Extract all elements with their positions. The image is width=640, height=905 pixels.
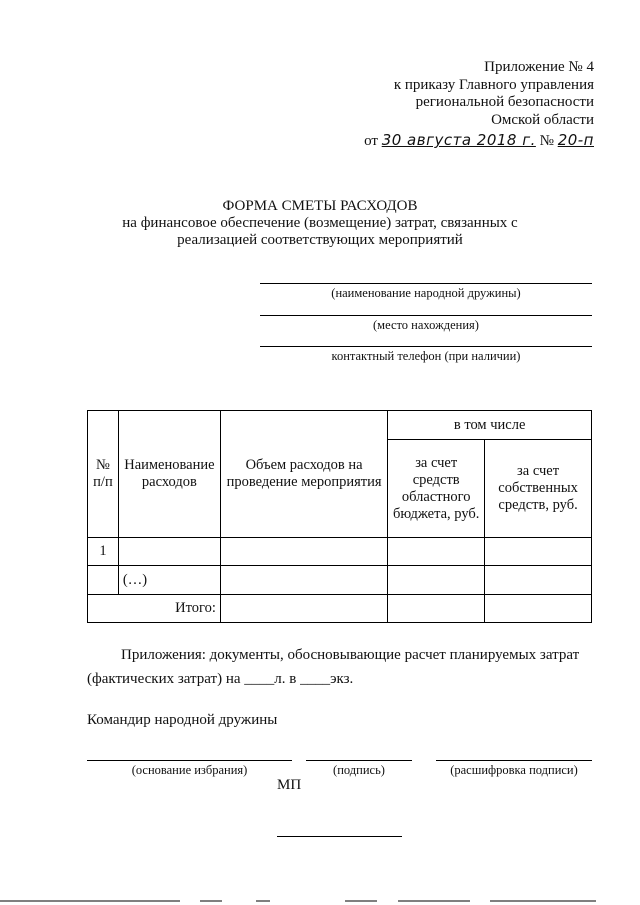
col-header-own: за счет собственных средств, руб.: [485, 440, 592, 538]
date-prefix: от: [364, 133, 378, 149]
signature-line: [306, 760, 412, 761]
appendix-region: Омской области: [491, 111, 594, 128]
col-header-name: Наименование расходов: [118, 411, 220, 538]
row1-volume: [220, 538, 387, 566]
form-subtitle-2: реализацией соответствующих мероприятий: [177, 232, 463, 248]
appendix-number: Приложение № 4: [484, 59, 594, 75]
decoding-line: [436, 760, 592, 761]
basis-line: [87, 760, 292, 761]
total-own: [485, 595, 592, 623]
phone-line: [260, 346, 592, 347]
form-heading: ФОРМА СМЕТЫ РАСХОДОВ: [222, 198, 418, 214]
date-value: 30 августа 2018 г.: [381, 131, 536, 149]
col-header-regional: за счет средств областного бюджета, руб.: [388, 440, 485, 538]
attachments-line-2: (фактических затрат) на ____л. в ____экз.: [87, 671, 354, 687]
commander-title: Командир народной дружины: [87, 712, 278, 728]
table-total-row: [88, 595, 592, 623]
appendix-dept: региональной безопасности: [415, 94, 594, 110]
total-label: Итого:: [88, 595, 221, 623]
basis-caption: (основание избрания): [131, 763, 248, 777]
col-header-including: в том числе: [388, 411, 592, 440]
appendix-order-ref: к приказу Главного управления: [393, 76, 594, 93]
appendix-header: [294, 59, 594, 151]
row1-num: 1: [88, 538, 119, 566]
row1-name: [118, 538, 220, 566]
table-row: [88, 538, 592, 566]
druzhina-name-line: [260, 283, 592, 284]
location-caption: (место нахождения): [373, 318, 479, 332]
appendix-date-line: [294, 132, 594, 151]
row1-own: [485, 538, 592, 566]
number-value: 20-п: [557, 131, 594, 149]
row2-volume: [220, 566, 387, 595]
druzhina-name-caption: (наименование народной дружины): [331, 286, 521, 300]
col-header-volume: Объем расходов на проведение мероприятия: [220, 411, 387, 538]
attachments-paragraph: [87, 643, 592, 691]
total-volume: [220, 595, 387, 623]
estimate-table: [87, 410, 592, 623]
total-regional: [388, 595, 485, 623]
phone-caption: контактный телефон (при наличии): [331, 349, 521, 363]
row2-regional: [388, 566, 485, 595]
form-subtitle-1: на финансовое обеспечение (возмещение) затрат, связанных с: [122, 215, 518, 231]
row2-num: [88, 566, 119, 595]
col-header-num: № п/п: [88, 411, 119, 538]
closing-line: [277, 836, 402, 837]
number-prefix: №: [539, 133, 554, 149]
stamp-place: МП: [277, 777, 302, 793]
row1-regional: [388, 538, 485, 566]
form-title: [0, 198, 640, 249]
row2-own: [485, 566, 592, 595]
signature-caption: (подпись): [333, 763, 385, 777]
location-line: [260, 315, 592, 316]
row2-name: (…): [118, 566, 220, 595]
bottom-edge-lines: [0, 897, 640, 905]
decoding-caption: (расшифровка подписи): [450, 763, 578, 777]
table-row: [88, 566, 592, 595]
attachments-line-1: Приложения: документы, обосновывающие расчет планируемых затрат: [121, 647, 580, 663]
